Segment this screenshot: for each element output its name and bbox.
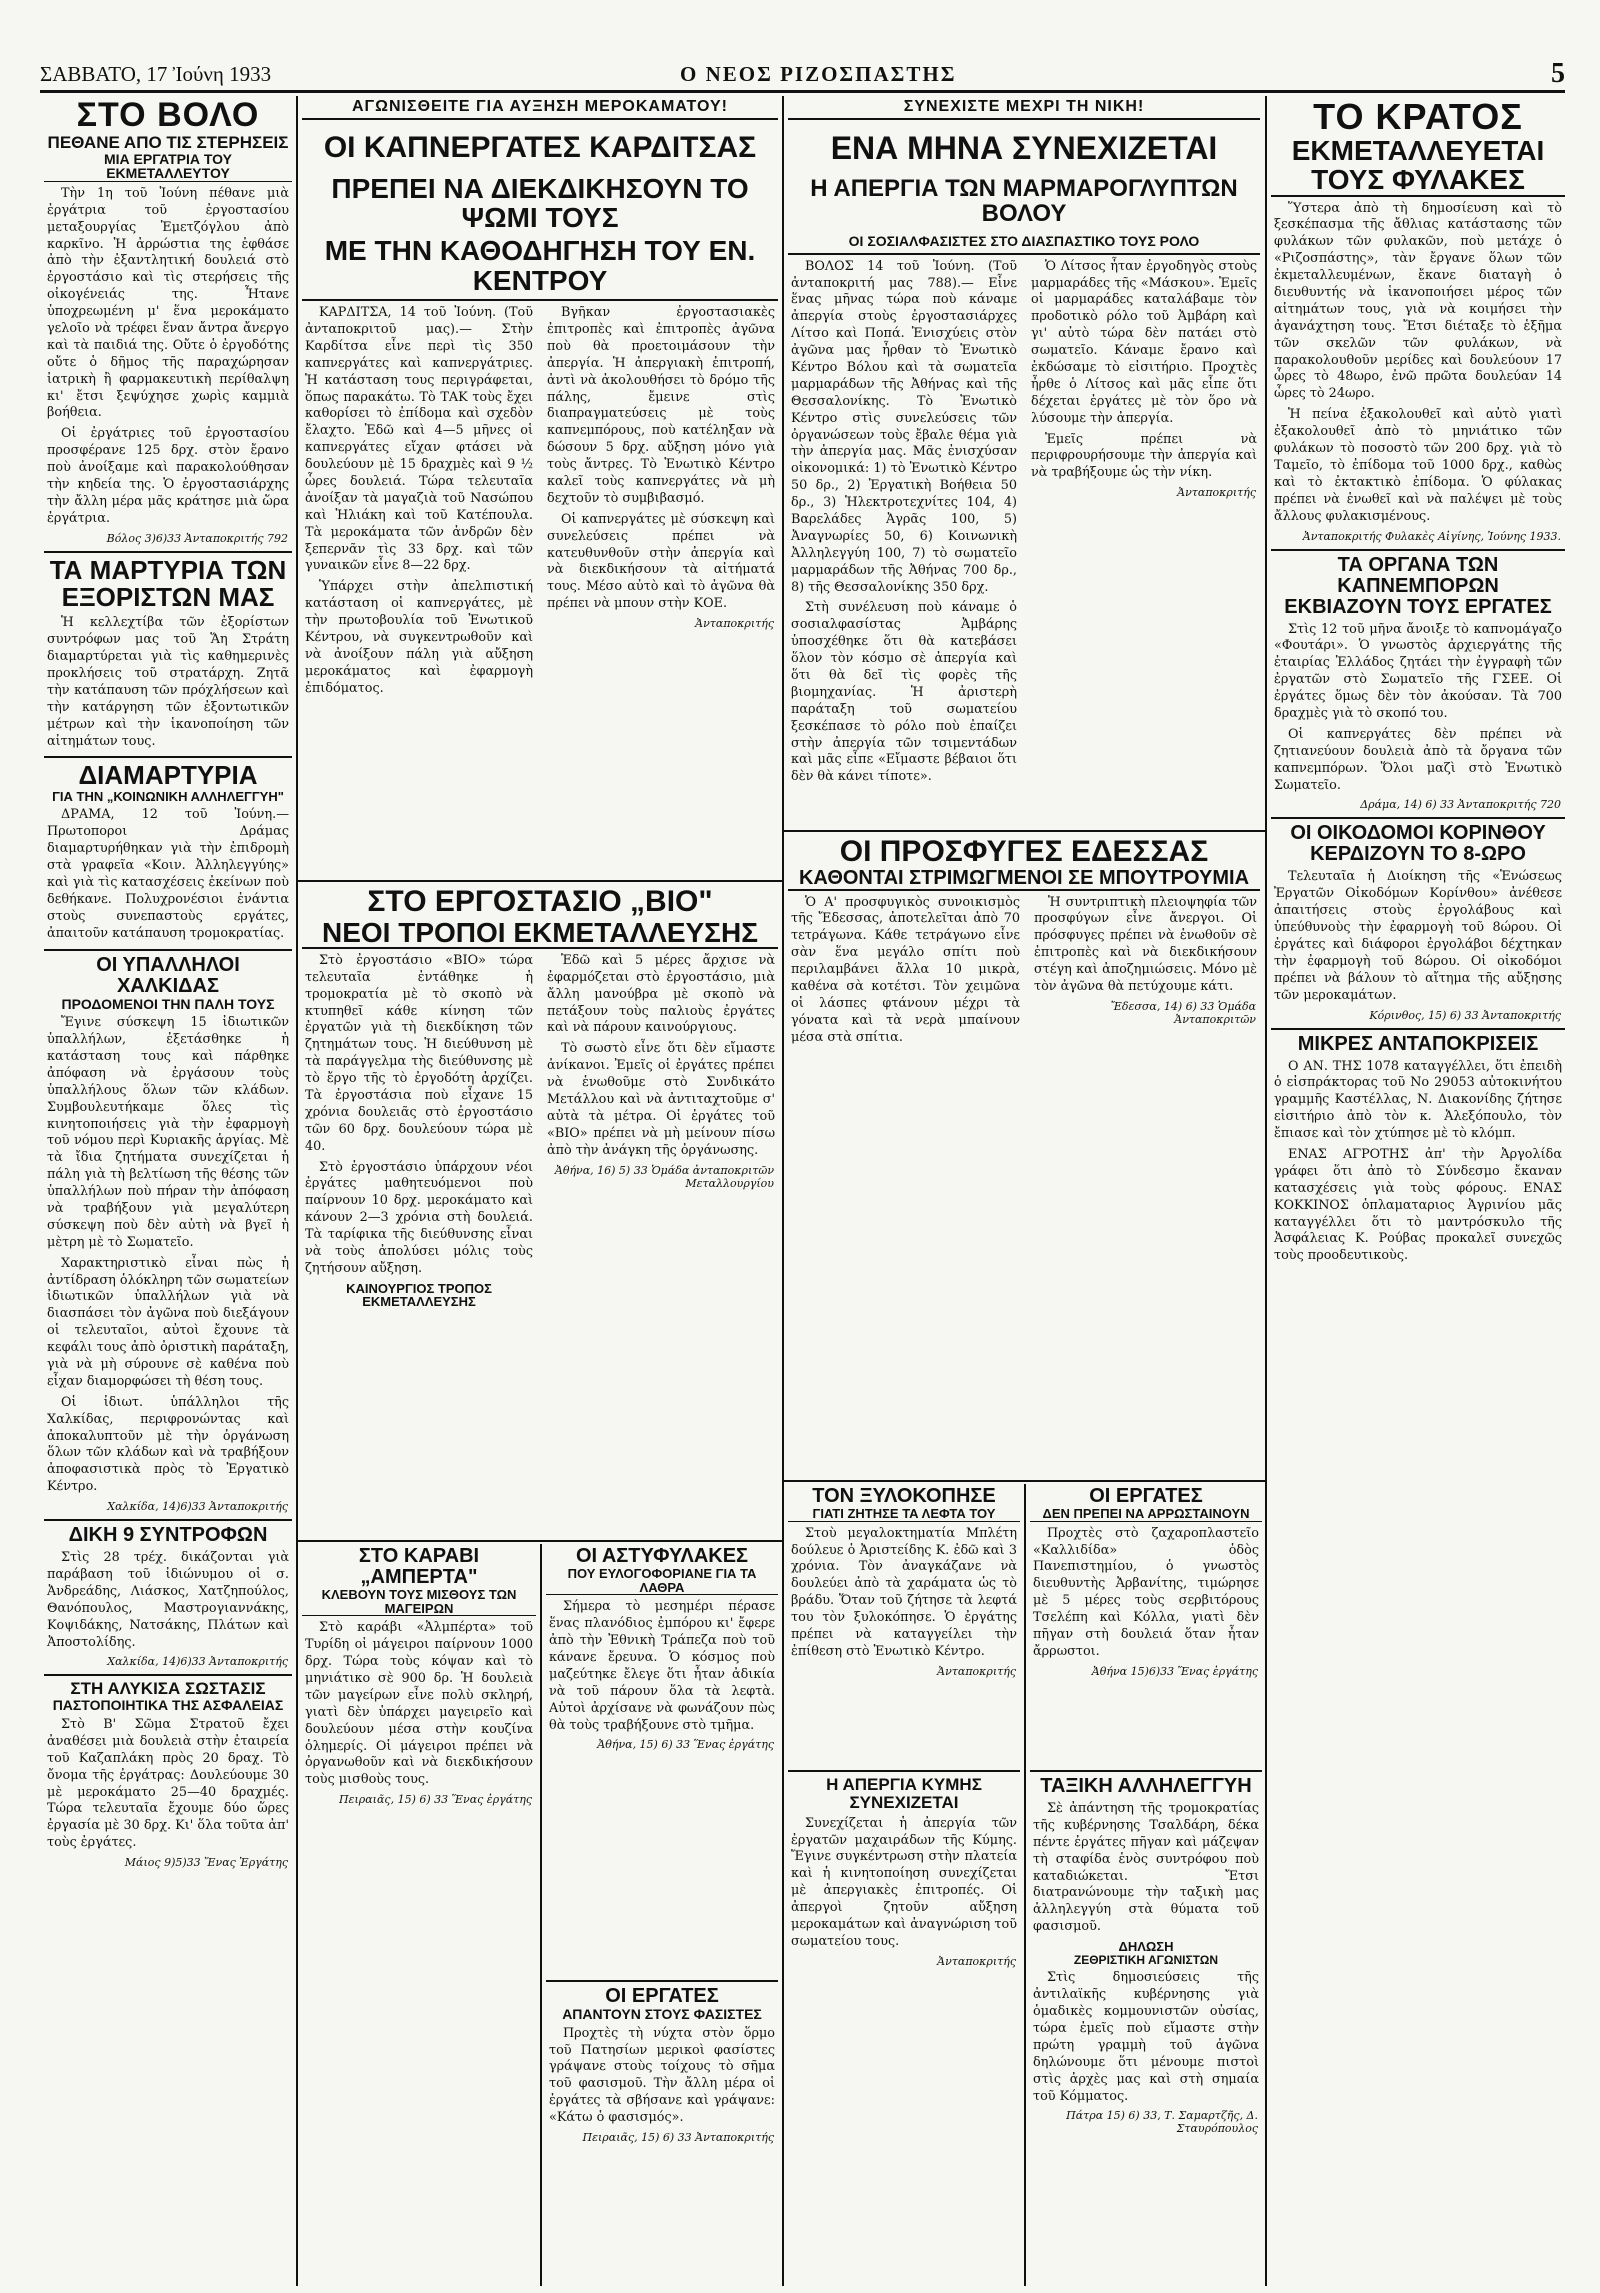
article-body: Ἡ πείνα ἐξακολουθεῖ καὶ αὐτὸ γιατὶ ἐξακολουθεῖ ἀπὸ τὸ μηνιάτικο τῶν φυλάκων τὸ ποσοστὸ τῶν 200 δρχ. γιὰ τὸ Ταμεῖο, τὸ ἐπίδομα τοῦ 1000 δρχ., καθὼς καὶ τὸ ἐκτακτικὸ ἐπίδομα. Ὁ φύλακας πρέπει νὰ ἑνωθεῖ καὶ νὰ παλέψει μὲ τοὺς ἄλλους φυλακισμένους. bbox=[1274, 407, 1562, 524]
article-body: Στοὺ μεγαλοκτηματία Μπλέτη δούλευε ὁ Ἀριστείδης Κ. ἐδῶ καὶ 3 χρόνια. Τὸν ἀναγκάζανε νὰ δουλεύει ἀπὸ τὰ χαράματα ὡς τὸ βράδυ. Ὅταν τοῦ ζήτησε τὰ λεφτά του τὸν ξυλοκόπησε. Ὁ ἐργάτης πρέπει νὰ καταγγείλει τὴν ἐπίθεση στὸ Ἑνωτικὸ Κέντρο. bbox=[791, 1525, 1017, 1659]
article-body: Τὴν 1η τοῦ Ἰούνη πέθανε μιὰ ἐργάτρια τοῦ ἐργοστασίου μεταξουργίας Ἐμετζόγλου ἀπὸ καρκῖνο. Ἡ ἀρρώστια της ἐφθάσε ἀπὸ τὴν ἐξαντλητική δουλειά στὸ ἐργοστάσιο καὶ τὶς στερήσεις τῆς οἰκογένειάς της. Ἦτανε ὑποχρεωμένη μ' ἕνα μεροκάματο γελοῖο νὰ τρέφει ἕναν ἄντρα ἄνεργο καὶ τὰ παιδιά της. Οὔτε ὁ ἐργοδότης οὔτε ὁ δῆμος τῆς παραχώρησαν ἰατρικὴ ἢ φαρμακευτικὴ περίθαλψη κι' ἔτσι ξεψύχησε χωρὶς καμμιὰ βοήθεια. bbox=[47, 185, 289, 421]
subheadline: ΠΑΣΤΟΠΟΙΗΤΙΚΑ ΤΗΣ ΑΣΦΑΛΕΙΑΣ bbox=[52, 1697, 284, 1714]
headline: ΣΤΟ ΕΡΓΟΣΤΑΣΙΟ „ΒΙΟ" bbox=[367, 886, 713, 918]
article-sick-workers bbox=[1030, 1486, 1262, 1746]
column-rule bbox=[782, 96, 784, 856]
subheadline: ΠΟΥ ΕΥΛΟΓΟΦΟΡΙΑΝΕ ΓΙΑ ΤΑ ΛΑΘΡΑ bbox=[546, 1567, 778, 1595]
subheadline: ΜΙΑ ΕΡΓΑΤΡΙΑ ΤΟΥ ΕΚΜΕΤΑΛΛΕΥΤΟΥ bbox=[44, 152, 292, 182]
column-right bbox=[1271, 98, 1565, 2286]
byline: Ἀνταποκριτής bbox=[937, 1664, 1016, 1678]
article-body: Οἱ ἰδιωτ. ὑπάλληλοι τῆς Χαλκίδας, περιφρονώντας καὶ ἀποκαλυπτοῦν μὲ τὴν ὀργάνωση ὅλων τῶν κλάδων καὶ νὰ τραβήξουν ἀποφασιστικὰ πρὸς τὸ Ἐργατικὸ Κέντρο. bbox=[47, 1394, 289, 1495]
headline: ΣΤΟ ΚΑΡΑΒΙ „ΑΜΠΕΡΤΑ" bbox=[358, 1546, 480, 1588]
article-tobacco-merchants bbox=[1271, 549, 1565, 812]
byline: Χαλκίδα, 14)6)33 Ἀνταποκριτής bbox=[107, 1500, 288, 1514]
headline: ΜΕ ΤΗΝ ΚΑΘΟΔΗΓΗΣΗ ΤΟΥ ΕΝ. ΚΕΝΤΡΟΥ bbox=[302, 236, 778, 301]
article-body: ΒΟΛΟΣ 14 τοῦ Ἰούνη. (Τοῦ ἀνταποκριτή μας 788).— Εἶνε ἕνας μῆνας τώρα ποὺ κάναμε ἀπεργία στοὺς ἐργοστασιάρχες Λίτσο καὶ Ποπά. Ἐνισχύεις στὸν ἀγῶνα μας ἦρθαν τὸ Ἑνωτικὸ Κέντρο Βόλου καὶ τὰ σωματεῖα μαρμαράδων τῆς Ἀθήνας καὶ τῆς Θεσσαλονίκης. Τὸ Ἑνωτικὸ Κέντρο στὶς συνελεύσεις τῶν ὀργανώσεων τοὺς ἔβαλε θέμα γιὰ τὴν ἀπεργία μας. Μᾶς ἐνισχύσαν οἰκονομικά: 1) τὸ Ἑνωτικὸ Κέντρο 50 δρ., 2) Ἐργατικὴ Βοήθεια 50 δρ., 3) Ἡλεκτροτεχνίτες 104, 4) Βαρελάδες Ἀγρᾶς 100, 5) Ἀναγνωρίες 50, 6) Κοινωνικὴ Ἀλληλεγγύη 100, 7) τὸ σωματεῖο μαρμαράδων τῆς Ἀθήνας 700 δρ., 8) τῆς Θεσσαλονίκης 350 δρχ. bbox=[791, 258, 1017, 595]
article-body: Ὑπάρχει στὴν ἀπελπιστική κατάσταση οἱ καπνεργάτες, μὲ τὴν πρωτοβουλία τοῦ Ἑνωτικοῦ Κέντρου, νὰ συγκεντρωθοῦν καὶ νὰ ἀνοίξουν πάλη γιὰ αὔξηση μεροκάματος καὶ ἐφαρμογὴ ἐπιδόματος. bbox=[305, 579, 533, 696]
column-rule bbox=[296, 96, 298, 2286]
column-rule bbox=[1024, 1484, 1026, 2286]
masthead-date: ΣΑΒΒΑΤΟ, 17 Ἰούνη 1933 bbox=[40, 62, 272, 86]
byline: Δράμα, 14) 6) 33 Ἀνταποκριτής 720 bbox=[1360, 798, 1561, 812]
article-edessa-refugees bbox=[788, 836, 1260, 1476]
article-body: Στὶς 28 τρέχ. δικάζονται γιὰ παράβαση τοῦ ἰδιώνυμου οἱ σ. Ἀνδρεάδης, Λιάσκος, Χατζηπούλος, Θανόπουλος, Μαστρογιαννάκης, Κοψιδάκης, Νατσάκης, Πλάτων καὶ Ἀποστολίδης. bbox=[47, 1550, 289, 1650]
notice-headline: ΔΗΛΩΣΗ bbox=[1118, 1939, 1174, 1955]
subheadline: ΑΠΑΝΤΟΥΝ ΣΤΟΥΣ ΦΑΣΙΣΤΕΣ bbox=[562, 2006, 762, 2022]
byline: Ἀνταποκριτής bbox=[695, 617, 774, 631]
subheadline: ΓΙΑΤΙ ΖΗΤΗΣΕ ΤΑ ΛΕΦΤΑ ΤΟΥ bbox=[788, 1507, 1020, 1522]
headline: ΤΑΞΙΚΗ ΑΛΛΗΛΕΓΓΥΗ bbox=[1030, 1770, 1262, 1797]
article-body: Στὸ καράβι «Ἀλμπέρτα» τοῦ Τυρίδη οἱ μάγειροι παίρνουν 1000 δρχ. Τώρα τοὺς κόψαν καὶ τὸ μηνιάτικο σὲ 900 δρ. Ἡ δουλειὰ τῶν μαγείρων εἶνε πολὺ σκληρή, γιατὶ δὲν ὑπάρχει μαγειρεῖο καὶ δουλεύουν μέσα στὴν κουζίνα ὁλημερίς. Οἱ μάγειροι πρέπει νὰ ὀργανωθοῦν καὶ νὰ διεκδικήσουν τοὺς μισθοὺς τους. bbox=[305, 1620, 533, 1788]
subheadline: ΠΡΟΔΟΜΕΝΟΙ ΤΗΝ ΠΑΛΗ ΤΟΥΣ bbox=[61, 995, 275, 1012]
headline: ΔΙΚΗ 9 ΣΥΝΤΡΟΦΩΝ bbox=[68, 1524, 268, 1547]
headline: ΔΙΑΜΑΡΤΥΡΙΑ bbox=[78, 760, 258, 791]
headline: ΤΑ ΜΑΡΤΥΡΙΑ ΤΩΝ ΕΞΟΡΙΣΤΩΝ ΜΑΣ bbox=[49, 554, 287, 613]
headline: ΕΝΑ ΜΗΝΑ ΣΥΝΕΧΙΖΕΤΑΙ bbox=[830, 130, 1218, 166]
article-body: Στὸ Β' Σῶμα Στρατοῦ ἔχει ἀναθέσει μιὰ δουλειὰ στὴν ἐταιρεία τοῦ Καζαπλάκη πρὸς 20 δραχ. Τὸ ὄνομα τῆς ἐργάτρας: Δουλεύουμε 30 μὲ μεροκάματο 25—40 δραχμές. Τώρα τελευταῖα ἔχουμε δύο ὥρες ἐργασία μὲ 30 δρχ. Κι' ὅλα τοῦτα ἀπ' τοὺς ἐργάτες. bbox=[47, 1717, 289, 1851]
article-body: Προχτὲς τὴ νύχτα στὸν ὅρμο τοῦ Πατησίων μερικοὶ φασίστες γράψανε στοὺς τοίχους τὸ σῆμα τοῦ φασισμοῦ. Τὴν ἄλλη μέρα οἱ ἐργάτες τὰ σβήσανε καὶ γράψανε: «Κάτω ὁ φασισμός». bbox=[549, 2025, 775, 2126]
article-body: ΕΝΑΣ ΑΓΡΟΤΗΣ ἀπ' τὴν Ἀργολίδα γράφει ὅτι ἀπὸ τὸ Σύνδεσμο ἔκαναν κατασχέσεις γιὰ τοὺς φόρους. ΕΝΑΣ ΚΟΚΚΙΝΟΣ ὁπλαματαριος Ἀγρινίου μᾶς καταγγέλλει ὅτι τὸ μαντρόσκυλο τῆς Ἀσφάλειας Κ. Ρούβας προκαλεῖ συνεχῶς τοὺς προοδευτικοὺς. bbox=[1274, 1146, 1562, 1264]
headline: ΤΟ ΚΡΑΤΟΣ bbox=[1313, 98, 1523, 137]
headline: ΤΟΝ ΞΥΛΟΚΟΠΗΣΕ bbox=[812, 1486, 996, 1507]
headline: ΟΙ ΕΡΓΑΤΕΣ bbox=[1089, 1486, 1203, 1507]
masthead-rule bbox=[40, 90, 1565, 93]
article-body: Τὸ σωστὸ εἶνε ὅτι δὲν εἴμαστε ἀνίκανοι. Ἐμεῖς οἱ ἐργάτες πρέπει νὰ ἑνωθοῦμε στὸ Συνδικάτο Μετάλλου καὶ νὰ ἀντιταχτοῦμε σ' αὐτὰ τὰ μέτρα. Οἱ ἐργάτες τοῦ «ΒΙΟ» πρέπει νὰ μὴ μείνουν πίσω ἀπὸ τὴν ἀνάγκη τῆς ὀργάνωσης. bbox=[547, 1041, 775, 1158]
article-body: Ἐδῶ καὶ 5 μέρες ἄρχισε νὰ ἐφαρμόζεται στὸ ἐργοστάσιο, μιὰ ἄλλη μανούβρα μὲ σκοπὸ νὰ πετάξουν τοὺς παλιοὺς ἐργάτες καὶ νὰ πάρουν καινούργιους. bbox=[547, 952, 775, 1036]
article-exiles bbox=[44, 551, 292, 751]
article-body: Σήμερα τὸ μεσημέρι πέρασε ἕνας πλανόδιος ἐμπόρου κι' ἔφερε ἀπὸ τὴν Ἐθνικὴ Τράπεζα ποὺ τοῦ κάνανε ἔρευνα. Ὁ κόσμος ποὺ μαζεύτηκε ἔλεγε ὅτι ἦταν ἀδικία νὰ τοῦ πάρουν ὅλα τὰ λεφτὰ. Αὐτοὶ ἀρχίσανε νὰ φωνάζουν πὼς θὰ τοὺς τραβήξουνε στὸ τμῆμα. bbox=[549, 1599, 775, 1733]
headline: ΟΙ ΠΡΟΣΦΥΓΕΣ ΕΔΕΣΣΑΣ bbox=[839, 836, 1209, 868]
byline: Κόρινθος, 15) 6) 33 Ἀνταποκριτής bbox=[1369, 1008, 1561, 1022]
article-body: Συνεχίζεται ἡ ἀπεργία τῶν ἐργατῶν μαχαιράδων τῆς Κύμης. Ἔγινε συγκέντρωση στὴν πλατεία καὶ ἡ κινητοποίηση συνεχίζεται μὲ ἀπεργιακὲς ἐπιτροπές. Οἱ ἀπεργοὶ ζητοῦν αὔξηση μεροκαμάτων καὶ ἀναγνώριση τοῦ σωματείου τους. bbox=[791, 1815, 1017, 1949]
article-body: Στὸ ἐργοστάσιο ὑπάρχουν νέοι ἐργάτες μαθητευόμενοι ποὺ παίρνουν 10 δρχ. μεροκάματο καὶ κάνουν 2—3 χρόνια στὴ δουλειά. Τὰ ταρίφικα τῆς διεύθυνσης εἶναι νὰ τοὺς ἀπολύσει μόλις τοὺς ζητήσουν αὔξηση. bbox=[305, 1159, 533, 1276]
byline: Πάτρα 15) 6) 33, Τ. Σαμαρτζῆς, Δ. Σταυρόπουλος bbox=[1066, 2109, 1258, 2136]
article-body: Οἱ καπνεργάτες δὲν πρέπει νὰ ζητιανεύουν δουλειὰ ἀπὸ τὰ ὄργανα τῶν καπνεμπόρων. Ὅλοι μαζὶ στὸ Ἑνωτικὸ Σωματεῖο. bbox=[1274, 726, 1562, 793]
headline: ΟΙ ΚΑΠΝΕΡΓΑΤΕΣ ΚΑΡΔΙΤΣΑΣ bbox=[323, 131, 757, 164]
headline: ΣΤΗ ΑΛΥΚΙΣΑ ΣΩΣΤΑΣΙΣ bbox=[70, 1679, 266, 1699]
subheadline: ΓΙΑ ΤΗΝ „ΚΟΙΝΩΝΙΚΗ ΑΛΛΗΛΕΓΓΥΗ" bbox=[52, 788, 284, 804]
headline: ΠΡΕΠΕΙ ΝΑ ΔΙΕΚΔΙΚΗΣΟΥΝ ΤΟ ΨΩΜΙ ΤΟΥΣ bbox=[331, 172, 749, 233]
subheadline: ΕΚΒΙΑΖΟΥΝ ΤΟΥΣ ΕΡΓΑΤΕΣ bbox=[1284, 595, 1552, 618]
section-rule bbox=[298, 1540, 784, 1542]
byline: Πειραιᾶς, 15) 6) 33 Ἕνας ἐργάτης bbox=[338, 1793, 532, 1807]
article-body: ΔΡΑΜΑ, 12 τοῦ Ἰούνη.— Πρωτοποροι Δράμας διαμαρτυρήθηκαν γιὰ τὴν ἐπιδρομὴ στὰ γραφεῖα «Κοιν. Ἀλληλεγγύης» καὶ γιὰ τὶς κατασχέσεις ἐκείνων ποὺ δεθήκανε. Πολυχρονέσιοι ἐνάντια στοὺς συνεπαστοὺς εργάτες, ἀπαιτοῦν κατάπαυση τρομοκρατίας. bbox=[47, 807, 289, 941]
article-body: Ἡ κελλεχτίβα τῶν ἐξορίστων συντρόφων μας τοῦ Ἅη Στράτη διαμαρτύρεται γιὰ τὶς καθημερινὲς προκλήσεις τοῦ στρατάρχη. Ζητᾶ τὴν κατάπαυση τῶν πρόχλήσεων καὶ τὴν κατάργηση τῶν ἐξοντωτικῶν μέτρων καὶ τὴν ἱκανοποίηση τῶν αἰτημάτων τους. bbox=[47, 615, 289, 749]
byline: Ἀνταποκριτής bbox=[1177, 486, 1256, 500]
article-alberta-ship bbox=[302, 1546, 536, 2286]
article-body: Ὁ Α' προσφυγικὸς συνοικισμὸς τῆς Ἔδεσσας, ἀποτελεῖται ἀπὸ 70 τετράγωνα. Κάθε τετράγωνο εἶνε σὰν ἕνα μεγάλο σπίτι ποὺ περιλαμβάνει ἄλλα 10 μικρὰ, καθένα σὰ κοτέτσι. Τὸν χειμῶνα οἱ λάσπες φτάνουν μέχρι τὰ γόνατα καὶ τὰ νερὰ μπαίνουν μέσα στὰ σπίτια. bbox=[791, 894, 1020, 1045]
headline: ΟΙ ΕΡΓΑΤΕΣ bbox=[546, 1980, 778, 2007]
article-body: Στὴ συνέλευση ποὺ κάναμε ὁ σοσιαλφασίστας Ἀμβάρης ὑποσχέθηκε ὅτι θὰ κατεβάσει ὅλον τὸν κόσμο σὲ ἀπεργία καὶ ὅτι θὰ δεῖ τὶς φορὲς τῆς βιομηχανίας. Ἡ ἀριστερὴ παράταξη τοῦ σωματείου ξεσκέπασε τὸ ρόλο ποὺ ἐπαίζει στὴν ἀπεργία τῶν τσιμεντάδων καὶ μᾶς εἶπε «Εἴμαστε βέβαιοι ὅτι δὲν θὰ κάνει τίποτε». bbox=[791, 600, 1017, 785]
section-rule bbox=[784, 1480, 1266, 1482]
kicker: ΣΥΝΕΧΙΣΤΕ ΜΕΧΡΙ ΤΗ ΝΙΚΗ! bbox=[788, 98, 1260, 120]
byline: Βόλος 3)6)33 Ἀνταποκριτής 792 bbox=[106, 531, 288, 545]
byline: Χαλκίδα, 14)6)33 Ἀνταποκριτής bbox=[107, 1655, 288, 1669]
column-rule bbox=[1265, 96, 1267, 2286]
article-protest bbox=[44, 756, 292, 942]
article-body: Οἱ καπνεργάτες μὲ σύσκεψη καὶ συνελεύσεις πρέπει νὰ κατευθυνθοῦν στὴν ἀπεργία καὶ νὰ διεκδικήσουν τὰ αἰτήματά τους. Μέσο αὐτὸ καὶ τὸ ἀγῶνα θὰ πρέπει νὰ μπουν στὴν ΚΟΕ. bbox=[547, 511, 775, 612]
article-kymi-strike bbox=[788, 1770, 1020, 2286]
headline: ΕΚΜΕΤΑΛΛΕΥΕΤΑΙ bbox=[1291, 134, 1545, 166]
byline: Ἀθήνα, 15) 6) 33 Ἕνας ἐργάτης bbox=[597, 1738, 774, 1752]
article-body: Σὲ ἀπάντηση τῆς τρομοκρατίας τῆς κυβέρνησης Τσαλδάρη, δέκα πέντε ἐργάτες πῆγαν καὶ μάζεψαν τὴ σταφίδα ἑνὸς συντρόφου ποὺ καταδιώκεται. Ἔτσι διατρανώνουμε τὴν ταξικὴ μας ἀλληλεγγύη στὰ θύματα τοῦ φασισμοῦ. bbox=[1033, 1801, 1259, 1935]
article-security-certificates bbox=[44, 1674, 292, 1869]
headline: Η ΑΠΕΡΓΙΑ ΚΥΜΗΣ ΣΥΝΕΧΙΖΕΤΑΙ bbox=[788, 1770, 1020, 1812]
subheadline: ΚΛΕΒΟΥΝ ΤΟΥΣ ΜΙΣΘΟΥΣ ΤΩΝ ΜΑΓΕΙΡΩΝ bbox=[302, 1588, 536, 1616]
article-chalkida-clerks bbox=[44, 949, 292, 1514]
headline: ΤΑ ΟΡΓΑΝΑ ΤΩΝ ΚΑΠΝΕΜΠΟΡΩΝ bbox=[1337, 553, 1499, 597]
article-body: Προχτὲς στὸ ζαχαροπλαστεῖο «Καλλιδίδα» ὁδὸς Πανεπιστημίου, ὁ γνωστὸς διευθυντὴς Ἀρβανίτης, τιμώρησε μὲ 5 μέρες τοὺς σερβιτόρους Τσελέπη καὶ Κόλλα, γιατὶ δὲν πῆγαν στὴ δουλειά ὅταν ἦταν ἄρρωστοι. bbox=[1033, 1525, 1259, 1659]
article-corinth-builders bbox=[1271, 817, 1565, 1021]
article-workers-answer-fascists bbox=[546, 1980, 778, 2286]
byline: Ἀθήνα 15)6)33 Ἕνας ἐργάτης bbox=[1091, 1664, 1258, 1678]
headline: ΚΑΘΟΝΤΑΙ ΣΤΡΙΜΩΓΜΕΝΟΙ ΣΕ ΜΠΟΥΤΡΟΥΜΙΑ bbox=[788, 868, 1260, 891]
subheadline: ΚΑΙΝΟΥΡΓΙΟΣ ΤΡΟΠΟΣ ΕΚΜΕΤΑΛΛΕΥΣΗΣ bbox=[346, 1280, 492, 1310]
column-rule bbox=[540, 1544, 542, 2286]
subheadline: ΟΙ ΣΟΣΙΑΛΦΑΣΙΣΤΕΣ ΣΤΟ ΔΙΑΣΠΑΣΤΙΚΟ ΤΟΥΣ ΡΟΛΟ bbox=[788, 234, 1260, 255]
byline: Ἀθήνα, 16) 5) 33 Ὁμάδα ἀνταποκριτῶν Μεταλλουργίου bbox=[554, 1163, 774, 1190]
headline: Η ΑΠΕΡΓΙΑ ΤΩΝ ΜΑΡΜΑΡΟΓΛΥΠΤΩΝ ΒΟΛΟΥ bbox=[810, 174, 1238, 227]
article-short-reports bbox=[1271, 1028, 1565, 1266]
subheadline: ΠΕΘΑΝΕ ΑΠΟ ΤΙΣ ΣΤΕΡΗΣΕΙΣ bbox=[47, 132, 289, 152]
headline: ΟΙ ΟΙΚΟΔΟΜΟΙ ΚΟΡΙΝΘΟΥ bbox=[1290, 822, 1546, 845]
article-solidarity bbox=[1030, 1770, 1262, 2286]
byline: Ἀνταποκριτής Φυλακὲς Αἰγίνης, Ἰούνης 1933. bbox=[1302, 529, 1561, 543]
newspaper-title: Ο ΝΕΟΣ ΡΙΖΟΣΠΑΣΤΗΣ bbox=[680, 62, 957, 86]
column-left bbox=[44, 98, 292, 2286]
article-body: Ἡ συντριπτικὴ πλειοψηφία τῶν προσφύγων εἶνε ἄνεργοι. Οἱ πρόσφυγες πρέπει νὰ ἑνωθοῦν σὲ ἐπιτροπὲς καὶ νὰ διεκδικήσουν στέγη καὶ ἀποζημιώσεις. Μόνο μὲ τὸν ἀγῶνα θὰ πετύχουμε κάτι. bbox=[1034, 894, 1257, 994]
byline: Ἀνταποκριτής bbox=[937, 1954, 1016, 1968]
page-number: 5 bbox=[1551, 58, 1565, 89]
article-bio-factory bbox=[302, 886, 778, 1536]
headline: ΤΟΥΣ ΦΥΛΑΚΕΣ bbox=[1271, 165, 1565, 196]
article-body: Βγῆκαν ἐργοστασιακὲς ἐπιτροπὲς καὶ ἐπιτροπὲς ἀγῶνα ποὺ θὰ προετοιμάσουν τὴν ἀπεργία. Ἡ ἀπεργιακὴ ἐπιτροπή, ἀντὶ νὰ ἀκολουθήσει τὸ δρόμο τῆς πάλης, ἔμεινε στὶς διαπραγματεύσεις μὲ τοὺς καπνεμπόρους, ποὺ κατέληξαν νὰ δώσουν 5 δρχ. αὔξηση μόνο γιὰ τοὺς ἄντρες. Τὸ Ἑνωτικὸ Κέντρο καλεῖ τοὺς καπνεργάτες νὰ μὴ δεχτοῦν τὸ συμβιβασμό. bbox=[547, 305, 775, 506]
article-beating bbox=[788, 1486, 1020, 1746]
subheadline: ΚΕΡΔΙΖΟΥΝ ΤΟ 8-ΩΡΟ bbox=[1310, 843, 1526, 866]
article-body: Ο ΑΝ. ΤΗΣ 1078 καταγγέλλει, ὅτι ἐπειδὴ ὁ εἰσπράκτορας τοῦ Νο 29053 αὐτοκινήτου γραμμῆς Καστέλλας, Ν. Διακονίδης ζήτησε εἰσιτήριο ἀπὸ τὸν κ. Ἀλεξόπουλο, τὸν ἔπιασε καὶ τὸν χτύπησε μὲ τὸ κλόμπ. bbox=[1274, 1058, 1562, 1142]
headline: ΝΕΟΙ ΤΡΟΠΟΙ ΕΚΜΕΤΑΛΛΕΥΣΗΣ bbox=[302, 918, 778, 949]
article-body: Τελευταῖα ἡ Διοίκηση τῆς «Ἑνώσεως Ἐργατῶν Οἰκοδόμων Κορίνθου» ἀνέθεσε ἀπαιτήσεις στοὺς ἐργολάβους καὶ ὑπεύθυνοὺς τὴν ἐφαρμογὴ τοῦ 8ώρου. Οἱ ἐργάτες καὶ διάφοροι ἐργολάβοι δέχτηκαν τὴν ἐφαρμογὴ τοῦ 8ώρου. Οἱ οἰκοδόμοι πρέπει νὰ βάλουν τὸ αἴτημα τῆς αὔξησης τῶν μεροκαμάτων. bbox=[1274, 869, 1562, 1003]
headline: ΜΙΚΡΕΣ ΑΝΤΑΠΟΚΡΙΣΕΙΣ bbox=[1297, 1032, 1539, 1055]
notice-subheadline: ΖΕΘΡΙΣΤΙΚΗ ΑΓΩΝΙΣΤΩΝ bbox=[1073, 1952, 1219, 1967]
headline: ΣΤΟ ΒΟΛΟ bbox=[76, 98, 260, 134]
article-trial bbox=[44, 1519, 292, 1668]
byline: Πειραιᾶς, 15) 6) 33 Ἀνταποκριτής bbox=[582, 2131, 774, 2145]
section-rule bbox=[298, 880, 784, 882]
article-body: Στὸ ἐργοστάσιο «ΒΙΟ» τώρα τελευταῖα ἐντάθηκε ἡ τρομοκρατία μὲ τὸ σκοπὸ νὰ κτυπηθεῖ κάθε κίνηση τῶν ἐργατῶν γιὰ τὴ διεκδίκηση τῶν ζητημάτων τους. Ἡ διεύθυνση μὲ τὰ παράγγελμα τὴς διεύθυνσης μὲ τὸ ἔργο τῆς τὸ ἐργοδότη ἀρχίζει. Τὰ ἐργοστάσια ποὺ εἶχανε 15 χρόνια δουλειᾶς στὸ ἐργοστάσιο τῶν 60 δρχ. δουλεύουν τώρα μὲ 40. bbox=[305, 952, 533, 1154]
article-body: Ὁ Λίτσος ἦταν ἐργοδηγὸς στοὺς μαρμαράδες τῆς «Μάσκου». Ἐμεῖς οἱ μαρμαράδες καταλάβαμε τὸν προδοτικὸ ρόλο τοῦ Ἀμβάρη καὶ γι' αὐτὸ τώρα δὲν πατάει στὸ σωματεῖο. Κάναμε ἔρανο καὶ ἐκδώσαμε τὸ εἰσιτήριο. Προχτὲς ἦρθε ὁ Λίτσος καὶ μᾶς εἶπε ὅτι δέχεται ἐργάτες μὲ τὸν ὅρο νὰ λύσουμε τὴν ἀπεργία. bbox=[1031, 258, 1257, 426]
article-volos bbox=[44, 98, 292, 545]
headline: ΟΙ ΥΠΑΛΛΗΛΟΙ ΧΑΛΚΙΔΑΣ bbox=[96, 953, 240, 997]
masthead bbox=[40, 58, 1565, 89]
article-body: Ὕστερα ἀπὸ τὴ δημοσίευση καὶ τὸ ξεσκέπασμα τῆς ἄθλιας κατάστασης τῶν φυλάκων τῶν φυλακῶν, ποὺ μετάχε ὁ «Ριζοσπάστης», τὰν ἔργανε ὅλων τῶν ἐκμεταλλευμένων, ἔκανε διαταγὴ ὁ διευθυντής νὰ ἱκανοποιήσει μέρος τῶν αἰτημάτων τους, γιὰ νὰ κοιμήσει τὴν ἀγανάχτηση τους. Ἔτσι διέταξε τὸ ἑξῆμα τῶν σκελῶν τῶν φυλάκων, νὰ παρακολουθοῦν μερίδες καὶ δουλεύουν 17 ὧρες τὸ 48ωρο, ἐνῶ πρῶτα δουλεύαν 14 ὧρες τὸ 24ωρο. bbox=[1274, 200, 1562, 402]
kicker: ΑΓΩΝΙΣΘΕΙΤΕ ΓΙΑ ΑΥΞΗΣΗ ΜΕΡΟΚΑΜΑΤΟΥ! bbox=[302, 98, 778, 120]
article-guards bbox=[1271, 98, 1565, 543]
article-body: ΚΑΡΔΙΤΣΑ, 14 τοῦ Ἰούνη. (Τοῦ ἀνταποκριτοῦ μας).— Στὴν Καρδίτσα εἶνε περὶ τὶς 350 καπνεργάτες καὶ καπνεργάτριες. Ἡ κατάσταση τους περιγράφεται, ὅπως παρακάτω. Τὸ ΤΑΚ τοὺς ἔχει καθορίσει τὸ ἐπίδομα καὶ σχεδὸν ἔλαχτο. Ἐδῶ καὶ 4—5 μῆνες οἱ καπνεργάτες εἴχαν φτάσει νὰ δουλεύουν μὲ 15 δραχμὲς καὶ 9 ½ ὧρες δουλειά. Τώρα τελευταῖα ἀνοίξαν τὰ μαγαζιὰ τοῦ Νασώπου καὶ Ἡλιάκη καὶ τοῦ Κατέπουλα. Τὰ μεροκάματα τῶν ἀνδρῶν δὲν ξεπερνᾶν τὶς 33 δρχ. καὶ τῶν γυναικῶν εἶνε 8—22 δρχ. bbox=[305, 305, 533, 574]
article-body: Ἔγινε σύσκεψη 15 ἰδιωτικῶν ὑπαλλήλων, ἐξετάσθηκε ἡ κατάσταση τους καὶ πάρθηκε ἀπόφαση νὰ ἐργάσουν τοὺς ὑπαλλήλους ὅλων τῶν κλάδων. Συμβουλευτήκαμε ὅλες τὶς κινητοποιήσεις γιὰ τὴν ἐφαρμογὴ τοῦ νόμου περὶ Κυριακῆς ἀργίας. Μὲ τὰ ἴδια ζητήματα συνεχίζεται ἡ πάλη γιὰ τὴ βελτίωση τῆς θέσης τῶν ὑπαλλήλων ποὺ πήραν τὴν ἀπόφαση νὰ τραβήξουν γιὰ μεγαλύτερη σύσκεψη ποὺ δὲν αὐτὴ νὰ βγεῖ ἡ μὲτρη μὲ τὸ Σωματεῖο. bbox=[47, 1015, 289, 1250]
article-body: Ἐμεῖς πρέπει νὰ περιφρουρήσουμε τὴν ἀπεργία καὶ νὰ τραβήξουμε ὡς τὴν νίκη. bbox=[1031, 431, 1257, 481]
article-body: Στὶς 12 τοῦ μῆνα ἄνοιξε τὸ καπνομάγαζο «Φουτάρι». Ὁ γνωστὸς ἀρχιεργάτης τῆς ἐταιρίας Ἐλλάδος ζητάει τὴν ἐγγραφὴ τῶν ἐργατῶν στὸ Σωματεῖο τῆς ΓΣΕΕ. Οἱ ἐργάτες ὅμως δὲν τὸν ἀκούσαν. Τὰ 700 δραχμὲς γιὰ τὸ σκοπό του. bbox=[1274, 621, 1562, 721]
column-rule bbox=[782, 832, 784, 2286]
article-body: Οἱ ἐργάτριες τοῦ ἐργοστασίου προσφέρανε 125 δρχ. στὸν ἔρανο ποὺ ἀνοίξαμε καὶ παρακολούθησαν τὴν κηδεία της. Ὁ ἐργοστασιάρχης τὴν ἄλλη μέρα μᾶς κράτησε μιὰ ὥρα ἐργάτρια. bbox=[47, 426, 289, 526]
section-rule bbox=[784, 830, 1266, 832]
article-police bbox=[546, 1546, 778, 1926]
article-body: Χαρακτηριστικὸ εἶναι πὼς ἡ ἀντίδραση ὁλόκληρη τῶν σωματείων ἰδιωτικῶν ὑπαλλήλων γιὰ νὰ διασπάσει τὸν ἀγῶνα ποὺ διεξάγουν οἱ τελευταῖοι, αὐτοὶ ἔχουνε τὰ κεφάλι τους ἀπὸ ὀριστικὴ παράταξη, γιὰ νὰ μὴ σύρουνε σὲ καθένα ποὺ εἶχαν διαμορφώσει τὴ θέση τους. bbox=[47, 1255, 289, 1389]
headline: ΟΙ ΑΣΤΥΦΥΛΑΚΕΣ bbox=[575, 1546, 749, 1567]
article-karditsa bbox=[302, 98, 778, 878]
article-body: Στὶς δημοσιεύσεις τῆς ἀντιλαϊκῆς κυβέρνησης γιὰ ὁμαδικὲς κομμουνιστῶν οὐσίας, τώρα ἐμεῖς ποὺ εἴμαστε στὴν πρώτη γραμμὴ τοῦ ἀγῶνα δηλώνουμε ὅτι μένουμε πιστοὶ στὶς ἀρχὲς μας καὶ στὴ σημαία τοῦ Κόμματος. bbox=[1033, 1970, 1259, 2104]
subheadline: ΔΕΝ ΠΡΕΠΕΙ ΝΑ ΑΡΡΩΣΤΑΙΝΟΥΝ bbox=[1030, 1507, 1262, 1522]
byline: Ἔδεσσα, 14) 6) 33 Ὁμάδα Ἀνταποκριτῶν bbox=[1110, 999, 1256, 1026]
article-volos-marble-strike bbox=[788, 98, 1260, 828]
byline: Μάιος 9)5)33 Ἕνας Ἐργάτης bbox=[124, 1856, 288, 1870]
